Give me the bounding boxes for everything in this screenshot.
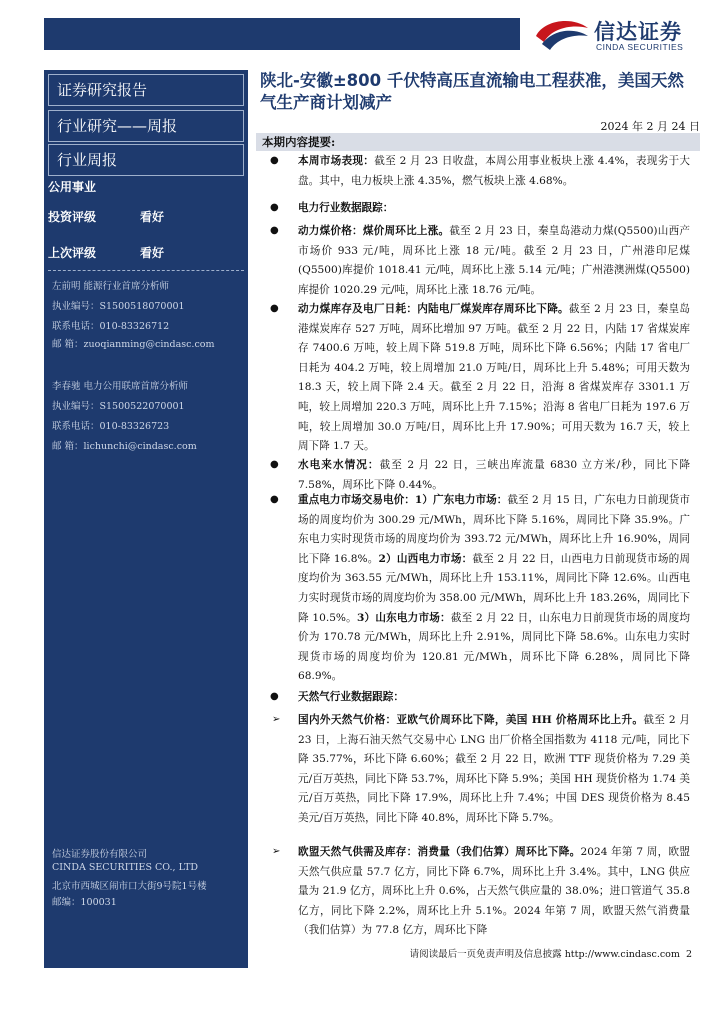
arrow-bullet-icon: ➢ (272, 714, 281, 725)
coal-price: 动力煤价格：煤价周环比上涨。截至 2 月 23 日，秦皇岛港动力煤(Q5500)山西产市场价 933 元/吨，周环比上涨 18 元/吨。截至 2 月 23 日，广州港印尼煤(Q5500)库提价 1018.41 元/吨，周环比上涨 5.14 元/吨；广州港澳洲煤(Q5500)库提价 1020.29 元/吨，周环比上涨 18.76 元/吨。 (298, 225, 690, 296)
analyst2-license: 执业编号：S1500522070001 (52, 401, 185, 412)
report-category: 行业研究——周报 (48, 110, 244, 142)
market-performance: 本周市场表现：截至 2 月 23 日收盘，本周公用事业板块上涨 4.4%，表现劣于大盘。其中，电力板块上涨 4.35%，燃气板块上涨 4.68%。 (298, 155, 690, 187)
power-market-prices: 重点电力市场交易电价：1）广东电力市场：截至 2 月 15 日，广东电力日前现货市场的周度均价为 300.29 元/MWh，周环比下降 5.16%，周同比下降 35.9%。广东电力实时现货市场的周度均价为 393.72 元/MWh，周环比上升 16.90%，周同比下降 16.8%。2）山西电力市场：截至 2 月 22 日，山西电力日前现货市场的周度均价为 363.55 元/MWh，周环比上升 153.11%，周同比下降 12.6%。山西电力实时现货市场的周度均价为 358.00 元/MWh，周环比上升 183.26%，周同比下降 10.5%。3）山东电力市场：截至 2 月 22 日，山东电力日前现货市场的周度均价为 170.78 元/MWh，周环比上升 2.91%，周同比下降 58.6%。山东电力实时现货市场的周度均价为 120.81 元/MWh，周环比下降 6.28%，周同比下降 68.9%。 (298, 494, 690, 683)
company-cn: 信达证券股份有限公司 (52, 849, 148, 860)
rating-label: 投资评级 (48, 210, 97, 224)
sector: 公用事业 (48, 180, 97, 194)
company-postcode: 邮编：100031 (52, 897, 117, 908)
bullet-dot-icon: ● (270, 303, 279, 314)
analyst2-phone: 联系电话：010-83326723 (52, 421, 170, 432)
header-bar (44, 18, 520, 50)
bullet-dot-icon: ● (270, 691, 279, 702)
divider (48, 270, 244, 271)
prev-rating-label: 上次评级 (48, 246, 97, 260)
company-en: CINDA SECURITIES CO., LTD (52, 862, 199, 873)
report-date: 2024 年 2 月 24 日 (600, 120, 700, 133)
hydro-water: 水电来水情况：截至 2 月 22 日，三峡出库流量 6830 立方米/秒，同比下降 7.58%，周环比下降 0.44%。 (298, 459, 691, 491)
analyst2-email[interactable]: 邮 箱：lichunchi@cindasc.com (52, 441, 197, 452)
report-subcategory: 行业周报 (48, 144, 244, 176)
logo-english: CINDA SECURITIES (596, 42, 684, 52)
analyst1-email[interactable]: 邮 箱：zuoqianming@cindasc.com (52, 339, 215, 350)
power-tracking-heading: 电力行业数据跟踪： (298, 202, 394, 214)
gas-prices: 国内外天然气价格：亚欧气价周环比下降，美国 HH 价格周环比上升。截至 2 月 23 日，上海石油天然气交易中心 LNG 出厂价格全国指数为 4118 元/吨，同比下降 35.77%，环比下降 6.60%；截至 2 月 22 日，欧洲 TTF 现货价格为 7.29 美元/百万英热，同比下降 53.7%，周环比下降 5.9%；美国 HH 现货价格为 1.74 美元/百万英热，同比下降 17.9%，周环比上升 7.4%；中国 DES 现货价格为 8.45 美元/百万英热，同比下降 40.8%，周环比下降 5.7%。 (298, 714, 690, 824)
analyst1-license: 执业编号：S1500518070001 (52, 301, 185, 312)
bullet-dot-icon: ● (270, 459, 279, 470)
bullet-dot-icon: ● (270, 225, 279, 236)
report-type: 证券研究报告 (48, 74, 244, 106)
footer-text: 请阅读最后一页免责声明及信息披露 http://www.cindasc.com 2 (409, 949, 692, 960)
bullet-dot-icon: ● (270, 155, 279, 166)
gas-tracking-heading: 天然气行业数据跟踪： (298, 691, 404, 703)
bullet-dot-icon: ● (270, 202, 279, 213)
analyst1-phone: 联系电话：010-83326712 (52, 321, 170, 332)
analyst1-name: 左前明 能源行业首席分析师 (52, 281, 170, 292)
page-number: 2 (685, 949, 692, 960)
rating-value: 看好 (140, 210, 165, 224)
logo-text: 信达证券 (594, 20, 682, 44)
sidebar (44, 70, 248, 968)
arrow-bullet-icon: ➢ (272, 846, 281, 857)
company-address: 北京市西城区闹市口大街9号院1号楼 (52, 881, 207, 892)
coal-inventory: 动力煤库存及电厂日耗：内陆电厂煤炭库存周环比下降。截至 2 月 23 日，秦皇岛港煤炭库存 527 万吨，周环比增加 97 万吨。截至 2 月 22 日，内陆 17 省煤炭库存 7400.6 万吨，较上周下降 519.8 万吨，周环比下降 6.56%；内陆 17 省电厂日耗为 404.2 万吨，较上周增加 21.0 万吨/日，周环比上升 5.48%；可用天数为 18.3 天，较上周下降 2.4 天。截至 2 月 22 日，沿海 8 省煤炭库存 3301.1 万吨，较上周增加 220.3 万吨，周环比上升 7.15%；沿海 8 省电厂日耗为 197.6 万吨，较上周增加 30.0 万吨/日，周环比上升 17.90%；可用天数为 16.7 天，较上周下降 1.7 天。 (298, 303, 690, 453)
analyst2-name: 李春驰 电力公用联席首席分析师 (52, 381, 189, 392)
report-title: 陕北-安徽±800 千伏特高压直流输电工程获准，美国天然气生产商计划减产 (260, 71, 684, 112)
bullet-dot-icon: ● (270, 494, 279, 505)
eu-gas-supply: 欧盟天然气供需及库存：消费量（我们估算）周环比下降。2024 年第 7 周，欧盟天然气供应量 57.7 亿方，同比下降 6.7%，周环比上升 3.4%。其中，LNG 供应量为 21.9 亿方，周环比上升 0.6%，占天然气供应量的 38.0%；进口管道气 35.8 亿方，同比下降 2.2%，周环比上升 5.1%。2024 年第 7 周，欧盟天然气消费量（我们估算）为 77.8 亿方，周环比下降 (298, 846, 690, 937)
section-heading: 本期内容提要: (256, 133, 700, 151)
prev-rating-value: 看好 (140, 246, 165, 260)
